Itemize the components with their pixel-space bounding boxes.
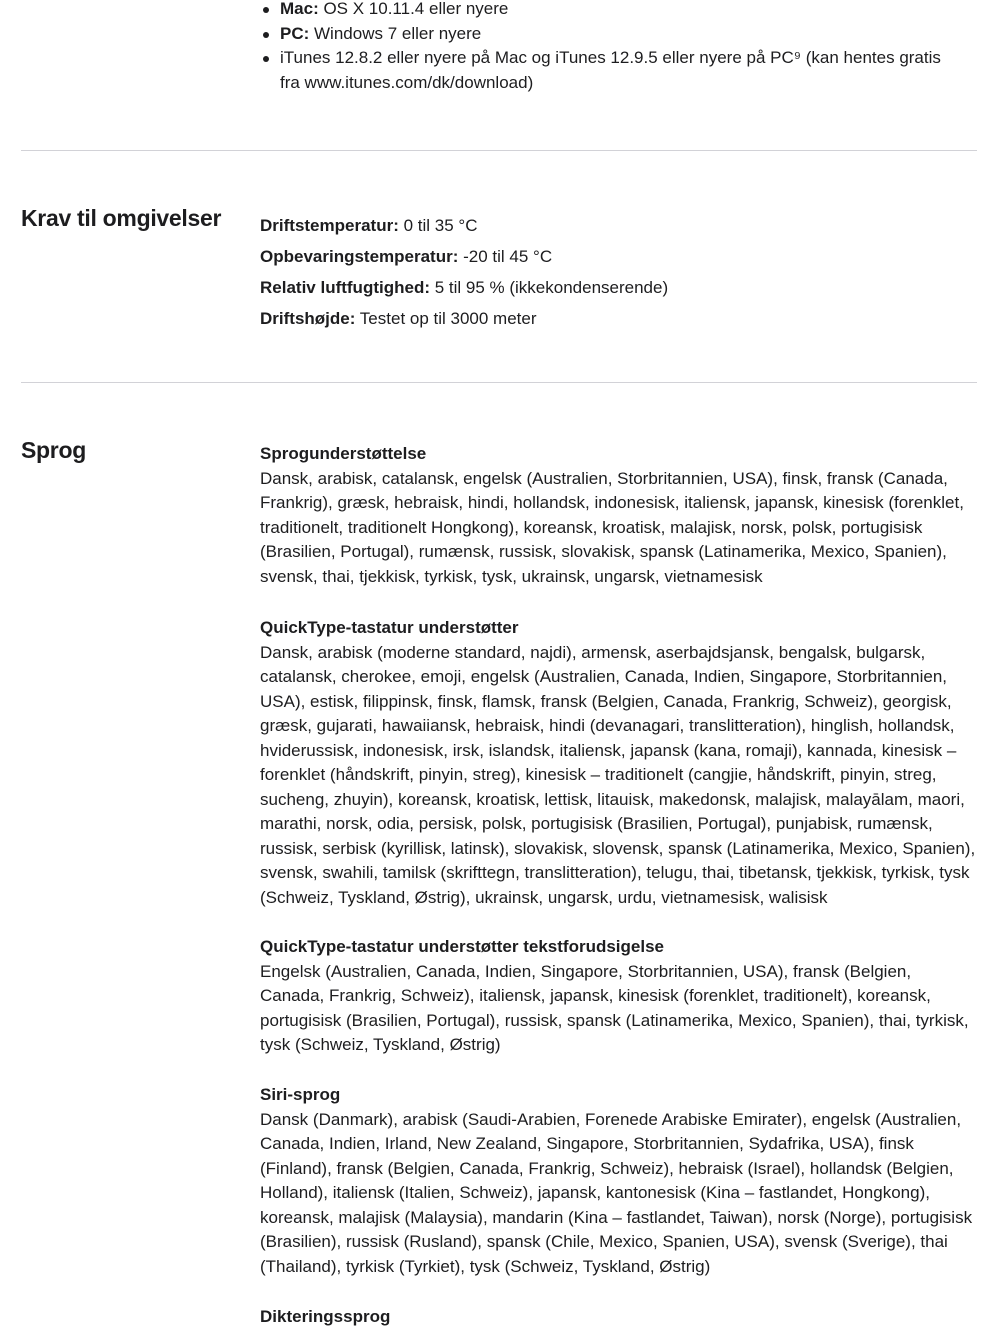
section-divider: [21, 382, 977, 383]
block-text: Dansk (Danmark), arabisk (Saudi-Arabien, Forenede Arabiske Emirater), engelsk (Australien, Canada, Indien, Irland, New Zealand, Singapore, Storbritannien, Sydafrika, USA), finsk (Finland), fransk (Belgien, Canada, Frankrig, Schweiz), hebraisk (Israel), hollandsk (Belgien, Holland), italiensk (Italien, Schweiz), japansk, kantonesisk (Kina – fastlandet, Hongkong), koreansk, malajisk (Malaysia), mandarin (Kina – fastlandet, Taiwan), norsk (Norge), portugisisk (Brasilien), russisk (Rusland), spansk (Chile, Mexico, Spanien, USA), svensk (Sverige), thai (Thailand), tyrkisk (Tyrkiet), tysk (Schweiz, Tyskland, Østrig): [260, 1109, 973, 1276]
section-divider: [21, 150, 977, 151]
list-item: [260, 0, 960, 22]
quicktype-support-block: [260, 616, 980, 910]
env-label: Driftshøjde:: [260, 309, 356, 328]
environment-list: [260, 210, 668, 334]
requirement-label: PC:: [280, 23, 310, 43]
requirement-text: Windows 7 eller nyere: [309, 23, 482, 43]
block-title: QuickType-tastatur understøtter tekstforudsigelse: [260, 937, 664, 956]
bullet-icon: [263, 32, 269, 38]
bullet-icon: [263, 56, 269, 62]
env-label: Driftstemperatur:: [260, 216, 399, 235]
list-item: [260, 46, 960, 95]
requirement-text: iTunes 12.8.2 eller nyere på Mac og iTunes 12.9.5 eller nyere på PC⁹ (kan hentes gratis fra www.itunes.com/dk/download): [280, 48, 941, 92]
languages-heading: Sprog: [21, 437, 86, 463]
env-value: 0 til 35 °C: [398, 216, 478, 235]
env-value: Testet op til 3000 meter: [355, 309, 537, 328]
system-requirements-list: [260, 0, 960, 95]
quicktype-prediction-block: [260, 935, 980, 1058]
dictation-languages-block: [260, 1305, 980, 1330]
list-item: [260, 272, 668, 303]
env-label: Relativ luftfugtighed:: [260, 278, 430, 297]
block-title: QuickType-tastatur understøtter: [260, 618, 519, 637]
requirement-label: Mac:: [280, 0, 319, 18]
block-title: Sprogunderstøttelse: [260, 444, 427, 463]
block-text: Engelsk (Australien, Canada, Indien, Singapore, Storbritannien, USA), fransk (Belgien, Canada, Frankrig, Schweiz), italiensk, japansk, kinesisk (forenklet, traditionelt), koreansk, portugisisk (Brasilien, Portugal), russisk, spansk (Latinamerika, Mexico, Spanien), thai, tyrkisk, tysk (Schweiz, Tyskland, Østrig): [260, 961, 969, 1054]
block-title: Siri-sprog: [260, 1085, 341, 1104]
siri-languages-block: [260, 1083, 980, 1279]
list-item: [260, 303, 668, 334]
bullet-icon: [263, 7, 269, 13]
block-text: Dansk, arabisk, catalansk, engelsk (Australien, Storbritannien, USA), finsk, fransk (Canada, Frankrig), græsk, hebraisk, hindi, hollandsk, indonesisk, italiensk, japansk, kinesisk (forenklet, traditionelt, traditionelt Hongkong), koreansk, kroatisk, malajisk, norsk, polsk, portugisisk (Brasilien, Portugal), rumænsk, russisk, slovakisk, spansk (Latinamerika, Mexico, Spanien), svensk, thai, tjekkisk, tyrkisk, tysk, ukrainsk, ungarsk, vietnamesisk: [260, 468, 964, 586]
env-value: 5 til 95 % (ikkekondenserende): [429, 278, 669, 297]
requirement-text: OS X 10.11.4 eller nyere: [318, 0, 509, 18]
block-text: Dansk, arabisk (moderne standard, najdi), armensk, aserbajdsjansk, bengalsk, bulgarsk, catalansk, cherokee, emoji, engelsk (Australien, Canada, Indien, Singapore, Storbritannien, USA), estisk, filippinsk, finsk, flamsk, fransk (Belgien, Canada, Frankrig, Schweiz), georgisk, græsk, gujarati, hawaiiansk, hebraisk, hindi (devanagari, translitteration), hinglish, hollandsk, hviderussisk, indonesisk, irsk, islandsk, italiensk, japansk (kana, romaji), kannada, kinesisk – forenklet (håndskrift, pinyin, streg), kinesisk – traditionelt (cangjie, håndskrift, pinyin, streg, sucheng, zhuyin), koreansk, kroatisk, lettisk, litauisk, makedonsk, malajisk, malayālam, maori, marathi, norsk, odia, persisk, polsk, portugisisk (Brasilien, Portugal), punjabisk, rumænsk, russisk, serbisk (kyrillisk, latinsk), slovakisk, slovensk, spansk (Latinamerika, Mexico, Spanien), svensk, swahili, tamilsk (skrifttegn, translitteration), telugu, thai, tibetansk, tjekkisk, tyrkisk, tysk (Schweiz, Tyskland, Østrig), ukrainsk, ungarsk, urdu, vietnamesisk, walisisk: [260, 642, 976, 907]
environment-heading: Krav til omgivelser: [21, 205, 222, 231]
list-item: [260, 241, 668, 272]
env-label: Opbevaringstemperatur:: [260, 247, 459, 266]
env-value: -20 til 45 °C: [458, 247, 553, 266]
block-title: Dikteringssprog: [260, 1307, 391, 1326]
language-support-block: [260, 442, 980, 589]
list-item: [260, 22, 960, 47]
list-item: [260, 210, 668, 241]
